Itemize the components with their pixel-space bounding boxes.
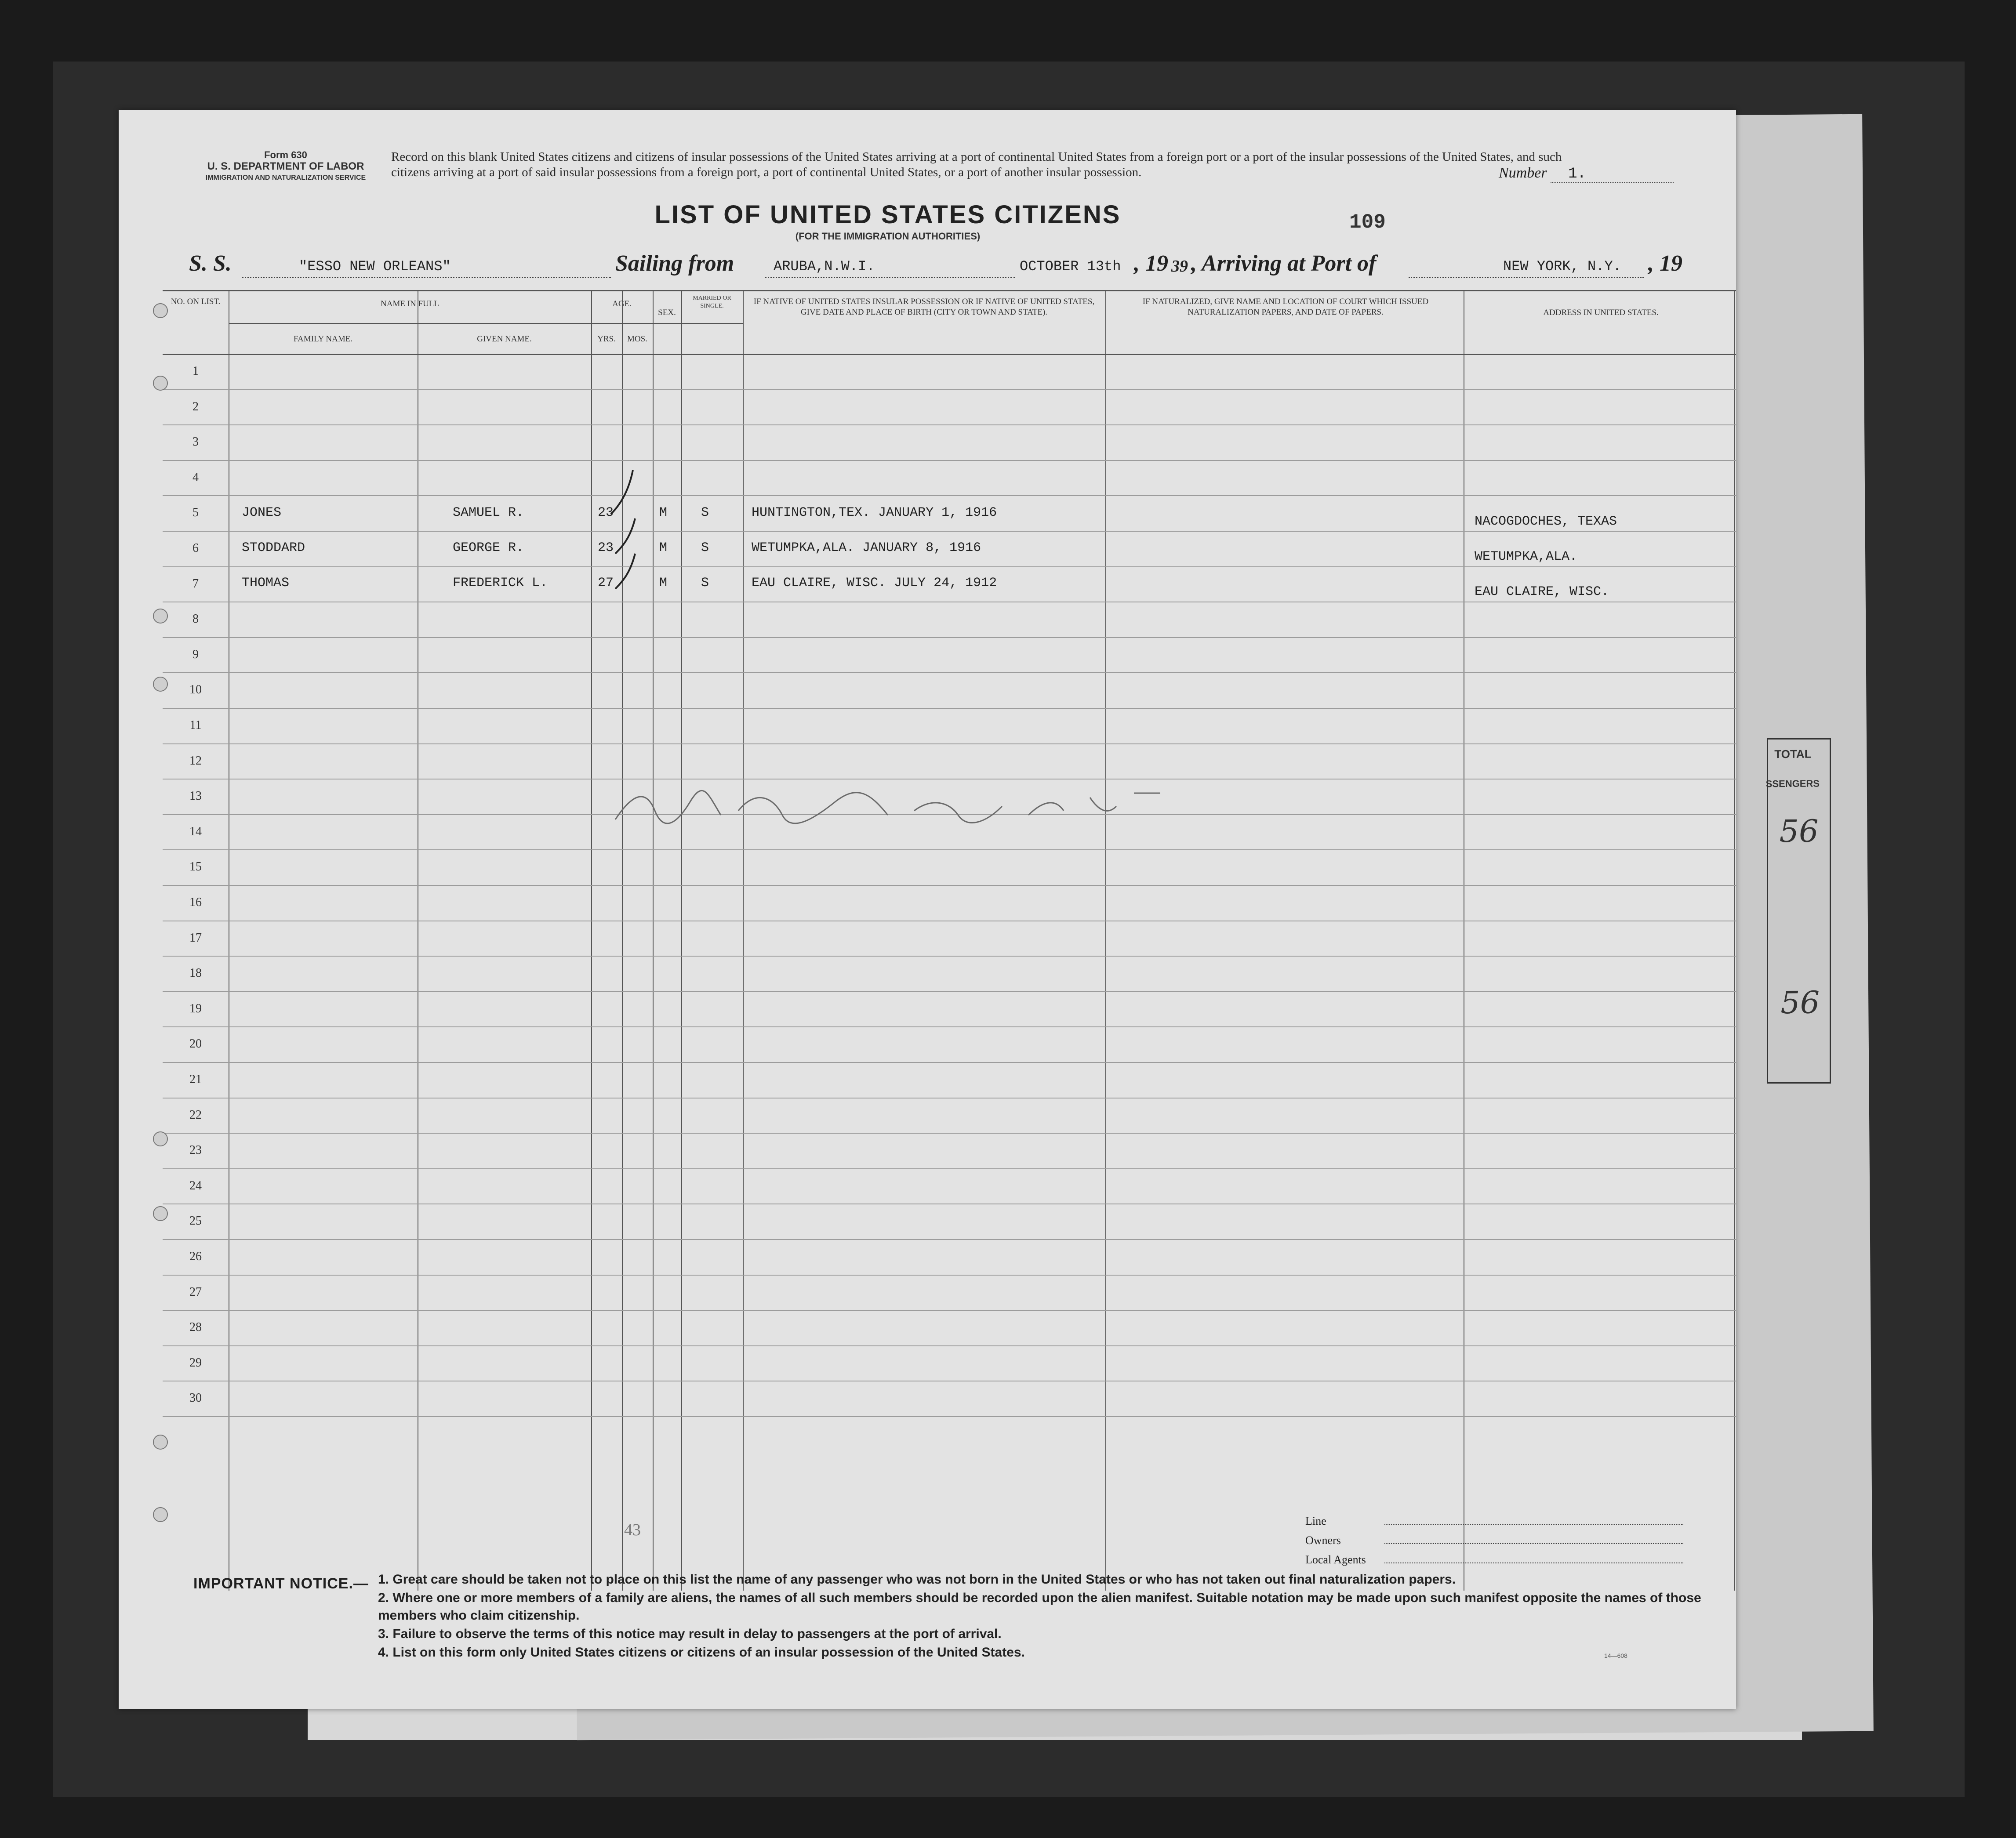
row-rule bbox=[163, 460, 1736, 461]
owners-label: Owners bbox=[1305, 1534, 1341, 1547]
row-number: 2 bbox=[193, 399, 199, 413]
col-mos: MOS. bbox=[627, 334, 647, 344]
passenger-1-family: JONES bbox=[242, 505, 282, 520]
col-married-single: MARRIED OR SINGLE. bbox=[693, 295, 731, 309]
passenger-2-status: S bbox=[701, 540, 709, 555]
row-rule bbox=[163, 885, 1736, 886]
passenger-1-given: SAMUEL R. bbox=[453, 505, 524, 520]
service-name: IMMIGRATION AND NATURALIZATION SERVICE bbox=[205, 174, 366, 181]
row-rule bbox=[163, 991, 1736, 992]
row-number: 15 bbox=[189, 860, 202, 874]
row-number: 3 bbox=[193, 435, 199, 449]
row-number: 30 bbox=[189, 1391, 202, 1405]
row-number: 8 bbox=[193, 612, 199, 626]
row-number: 17 bbox=[189, 931, 202, 945]
row-number: 4 bbox=[193, 470, 199, 484]
passenger-2-birth: WETUMPKA,ALA. JANUARY 8, 1916 bbox=[752, 540, 981, 555]
row-number: 10 bbox=[189, 683, 202, 697]
form-number: Form 630 bbox=[264, 149, 307, 160]
passenger-1-sex: M bbox=[659, 505, 668, 520]
row-number: 11 bbox=[189, 718, 202, 732]
form-code: 14—608 bbox=[1604, 1652, 1627, 1659]
number-value: 1. bbox=[1551, 166, 1674, 183]
row-number: 28 bbox=[189, 1320, 202, 1334]
row-number: 23 bbox=[189, 1143, 202, 1157]
row-number: 27 bbox=[189, 1285, 202, 1299]
sailing-date: OCTOBER 13th bbox=[1020, 258, 1121, 275]
col-yrs: YRS. bbox=[597, 334, 616, 344]
col-address: ADDRESS IN UNITED STATES. bbox=[1543, 308, 1659, 317]
arriving-label: , Arriving at Port of bbox=[1191, 251, 1377, 276]
form-id-block bbox=[171, 149, 400, 184]
passenger-1-status: S bbox=[701, 505, 709, 520]
passenger-3-address: EAU CLAIRE, WISC. bbox=[1475, 584, 1609, 599]
row-rule bbox=[163, 1275, 1736, 1276]
page-subtitle: (FOR THE IMMIGRATION AUTHORITIES) bbox=[795, 231, 981, 242]
notice-1: 1. Great care should be taken not to place on this list the name of any passenger who was not born in the United States or who has not taken out final naturalization papers. bbox=[378, 1572, 1456, 1587]
arrival-year: , 19 bbox=[1648, 251, 1682, 276]
notice-4: 4. List on this form only United States citizens or citizens of an insular possession of the United States. bbox=[378, 1645, 1025, 1660]
row-number: 24 bbox=[189, 1178, 202, 1193]
row-number: 13 bbox=[189, 789, 202, 803]
passenger-2-family: STODDARD bbox=[242, 540, 305, 555]
line-label: Line bbox=[1305, 1515, 1326, 1527]
punch-hole bbox=[153, 1435, 168, 1450]
row-rule bbox=[163, 1062, 1736, 1063]
row-rule bbox=[163, 1168, 1736, 1169]
row-rule bbox=[163, 956, 1736, 957]
passenger-3-birth: EAU CLAIRE, WISC. JULY 24, 1912 bbox=[752, 576, 997, 591]
row-rule bbox=[163, 389, 1736, 390]
age-tick-marks bbox=[602, 466, 664, 615]
passenger-2-sex: M bbox=[659, 540, 668, 555]
row-number: 5 bbox=[193, 506, 199, 520]
agents-label: Local Agents bbox=[1305, 1553, 1366, 1566]
passenger-3-sex: M bbox=[659, 576, 668, 591]
punch-hole bbox=[153, 609, 168, 624]
ship-name: "ESSO NEW ORLEANS" bbox=[299, 258, 451, 275]
manifest-page bbox=[119, 110, 1736, 1709]
row-rule bbox=[163, 1026, 1736, 1027]
department-name: U. S. DEPARTMENT OF LABOR bbox=[207, 160, 364, 172]
passenger-2-given: GEORGE R. bbox=[453, 540, 524, 555]
passenger-2-address: WETUMPKA,ALA. bbox=[1475, 549, 1578, 564]
passenger-1-address: NACOGDOCHES, TEXAS bbox=[1475, 514, 1617, 529]
passengers-label: SSENGERS bbox=[1765, 778, 1820, 790]
col-naturalized: IF NATURALIZED, GIVE NAME AND LOCATION OF COURT WHICH ISSUED NATURALIZATION PAPERS, AND DATE OF PAPERS. bbox=[1142, 297, 1429, 317]
notice-2: 2. Where one or more members of a family are aliens, the names of all such members should be recorded upon the alien manifest. Suitable notation may be made upon such manifest opposite the names of those members who claim citizenship. bbox=[378, 1591, 1701, 1623]
total-count-top: 56 bbox=[1779, 813, 1819, 850]
total-count-bottom: 56 bbox=[1780, 984, 1820, 1021]
passenger-3-yrs: 27 bbox=[598, 576, 614, 591]
row-number: 6 bbox=[193, 541, 199, 555]
name-subrule bbox=[229, 323, 743, 324]
passenger-2-yrs: 23 bbox=[598, 540, 614, 555]
row-number: 16 bbox=[189, 895, 202, 909]
page-note: 43 bbox=[624, 1521, 641, 1539]
year-prefix: , 19 bbox=[1134, 251, 1168, 276]
col-sex: SEX. bbox=[658, 308, 676, 317]
row-number: 14 bbox=[189, 824, 202, 838]
row-number: 12 bbox=[189, 754, 202, 768]
row-rule bbox=[163, 637, 1736, 638]
sailing-label: Sailing from bbox=[615, 251, 734, 276]
row-rule bbox=[163, 424, 1736, 425]
ss-label: S. S. bbox=[189, 251, 232, 276]
table-top-rule bbox=[163, 290, 1736, 291]
row-number: 19 bbox=[189, 1001, 202, 1015]
row-number: 21 bbox=[189, 1073, 202, 1086]
row-number: 25 bbox=[189, 1214, 202, 1228]
row-number: 26 bbox=[189, 1250, 202, 1263]
row-rule bbox=[163, 1345, 1736, 1346]
punch-hole bbox=[153, 376, 168, 391]
header-bottom-rule bbox=[163, 354, 1736, 355]
row-rule bbox=[163, 1133, 1736, 1134]
stamp-number: 109 bbox=[1349, 211, 1386, 234]
row-rule bbox=[163, 1239, 1736, 1240]
passenger-table bbox=[163, 290, 1736, 1591]
notice-list bbox=[378, 1571, 1705, 1662]
punch-hole bbox=[153, 1131, 168, 1146]
row-rule bbox=[163, 1416, 1736, 1417]
notice-label: IMPORTANT NOTICE.— bbox=[193, 1575, 369, 1592]
punch-hole bbox=[153, 677, 168, 692]
row-rule bbox=[163, 708, 1736, 709]
row-rule bbox=[163, 672, 1736, 673]
row-rule bbox=[163, 531, 1736, 532]
row-number: 1 bbox=[193, 364, 199, 378]
col-name-in-full: NAME IN FULL bbox=[381, 299, 439, 308]
punch-hole bbox=[153, 1507, 168, 1522]
col-birth: IF NATIVE OF UNITED STATES INSULAR POSSESSION OR IF NATIVE OF UNITED STATES, GIVE DATE AND PLACE OF BIRTH (CITY OR TOWN AND STATE). bbox=[753, 297, 1095, 317]
col-given-name: GIVEN NAME. bbox=[477, 334, 532, 344]
page-title: LIST OF UNITED STATES CITIZENS bbox=[654, 200, 1121, 229]
row-rule bbox=[163, 849, 1736, 850]
row-number: 18 bbox=[189, 966, 202, 980]
total-label: TOTAL bbox=[1774, 747, 1812, 761]
number-label: Number bbox=[1499, 165, 1547, 181]
col-no: NO. ON LIST. bbox=[171, 297, 221, 306]
year-suffix: 39 bbox=[1171, 257, 1188, 276]
punch-hole bbox=[153, 303, 168, 318]
passenger-1-birth: HUNTINGTON,TEX. JANUARY 1, 1916 bbox=[752, 505, 997, 520]
row-number: 7 bbox=[193, 576, 199, 591]
row-number: 9 bbox=[193, 647, 199, 661]
row-rule bbox=[163, 743, 1736, 744]
inspector-signature bbox=[607, 784, 1204, 828]
footer-fields bbox=[1305, 1512, 1701, 1570]
passenger-3-given: FREDERICK L. bbox=[453, 576, 548, 591]
row-number: 20 bbox=[189, 1037, 202, 1051]
notice-3: 3. Failure to observe the terms of this notice may result in delay to passengers at the port of arrival. bbox=[378, 1627, 1002, 1641]
punch-hole bbox=[153, 1206, 168, 1221]
sailing-from: ARUBA,N.W.I. bbox=[774, 258, 875, 275]
voyage-line bbox=[189, 250, 1718, 281]
row-rule bbox=[163, 566, 1736, 567]
instruction-text: Record on this blank United States citizens and citizens of insular possessions of the United States arriving at a port of continental United States from a foreign port or a port of the insular possessions of the United States, and such citizens arriving at a port of said insular possessions from a foreign port, a port of continental United States, or a port of another insular possession. bbox=[391, 150, 1562, 179]
list-number bbox=[1499, 165, 1727, 183]
col-family-name: FAMILY NAME. bbox=[293, 334, 353, 344]
arrival-port: NEW YORK, N.Y. bbox=[1503, 258, 1621, 275]
row-rule bbox=[163, 1310, 1736, 1311]
passenger-3-family: THOMAS bbox=[242, 576, 290, 591]
totals-box bbox=[1767, 738, 1831, 1084]
passenger-1-yrs: 23 bbox=[598, 505, 614, 520]
col-age: AGE. bbox=[612, 299, 632, 308]
row-rule bbox=[163, 495, 1736, 496]
row-number: 29 bbox=[189, 1356, 202, 1370]
row-number: 22 bbox=[189, 1108, 202, 1122]
passenger-3-status: S bbox=[701, 576, 709, 591]
